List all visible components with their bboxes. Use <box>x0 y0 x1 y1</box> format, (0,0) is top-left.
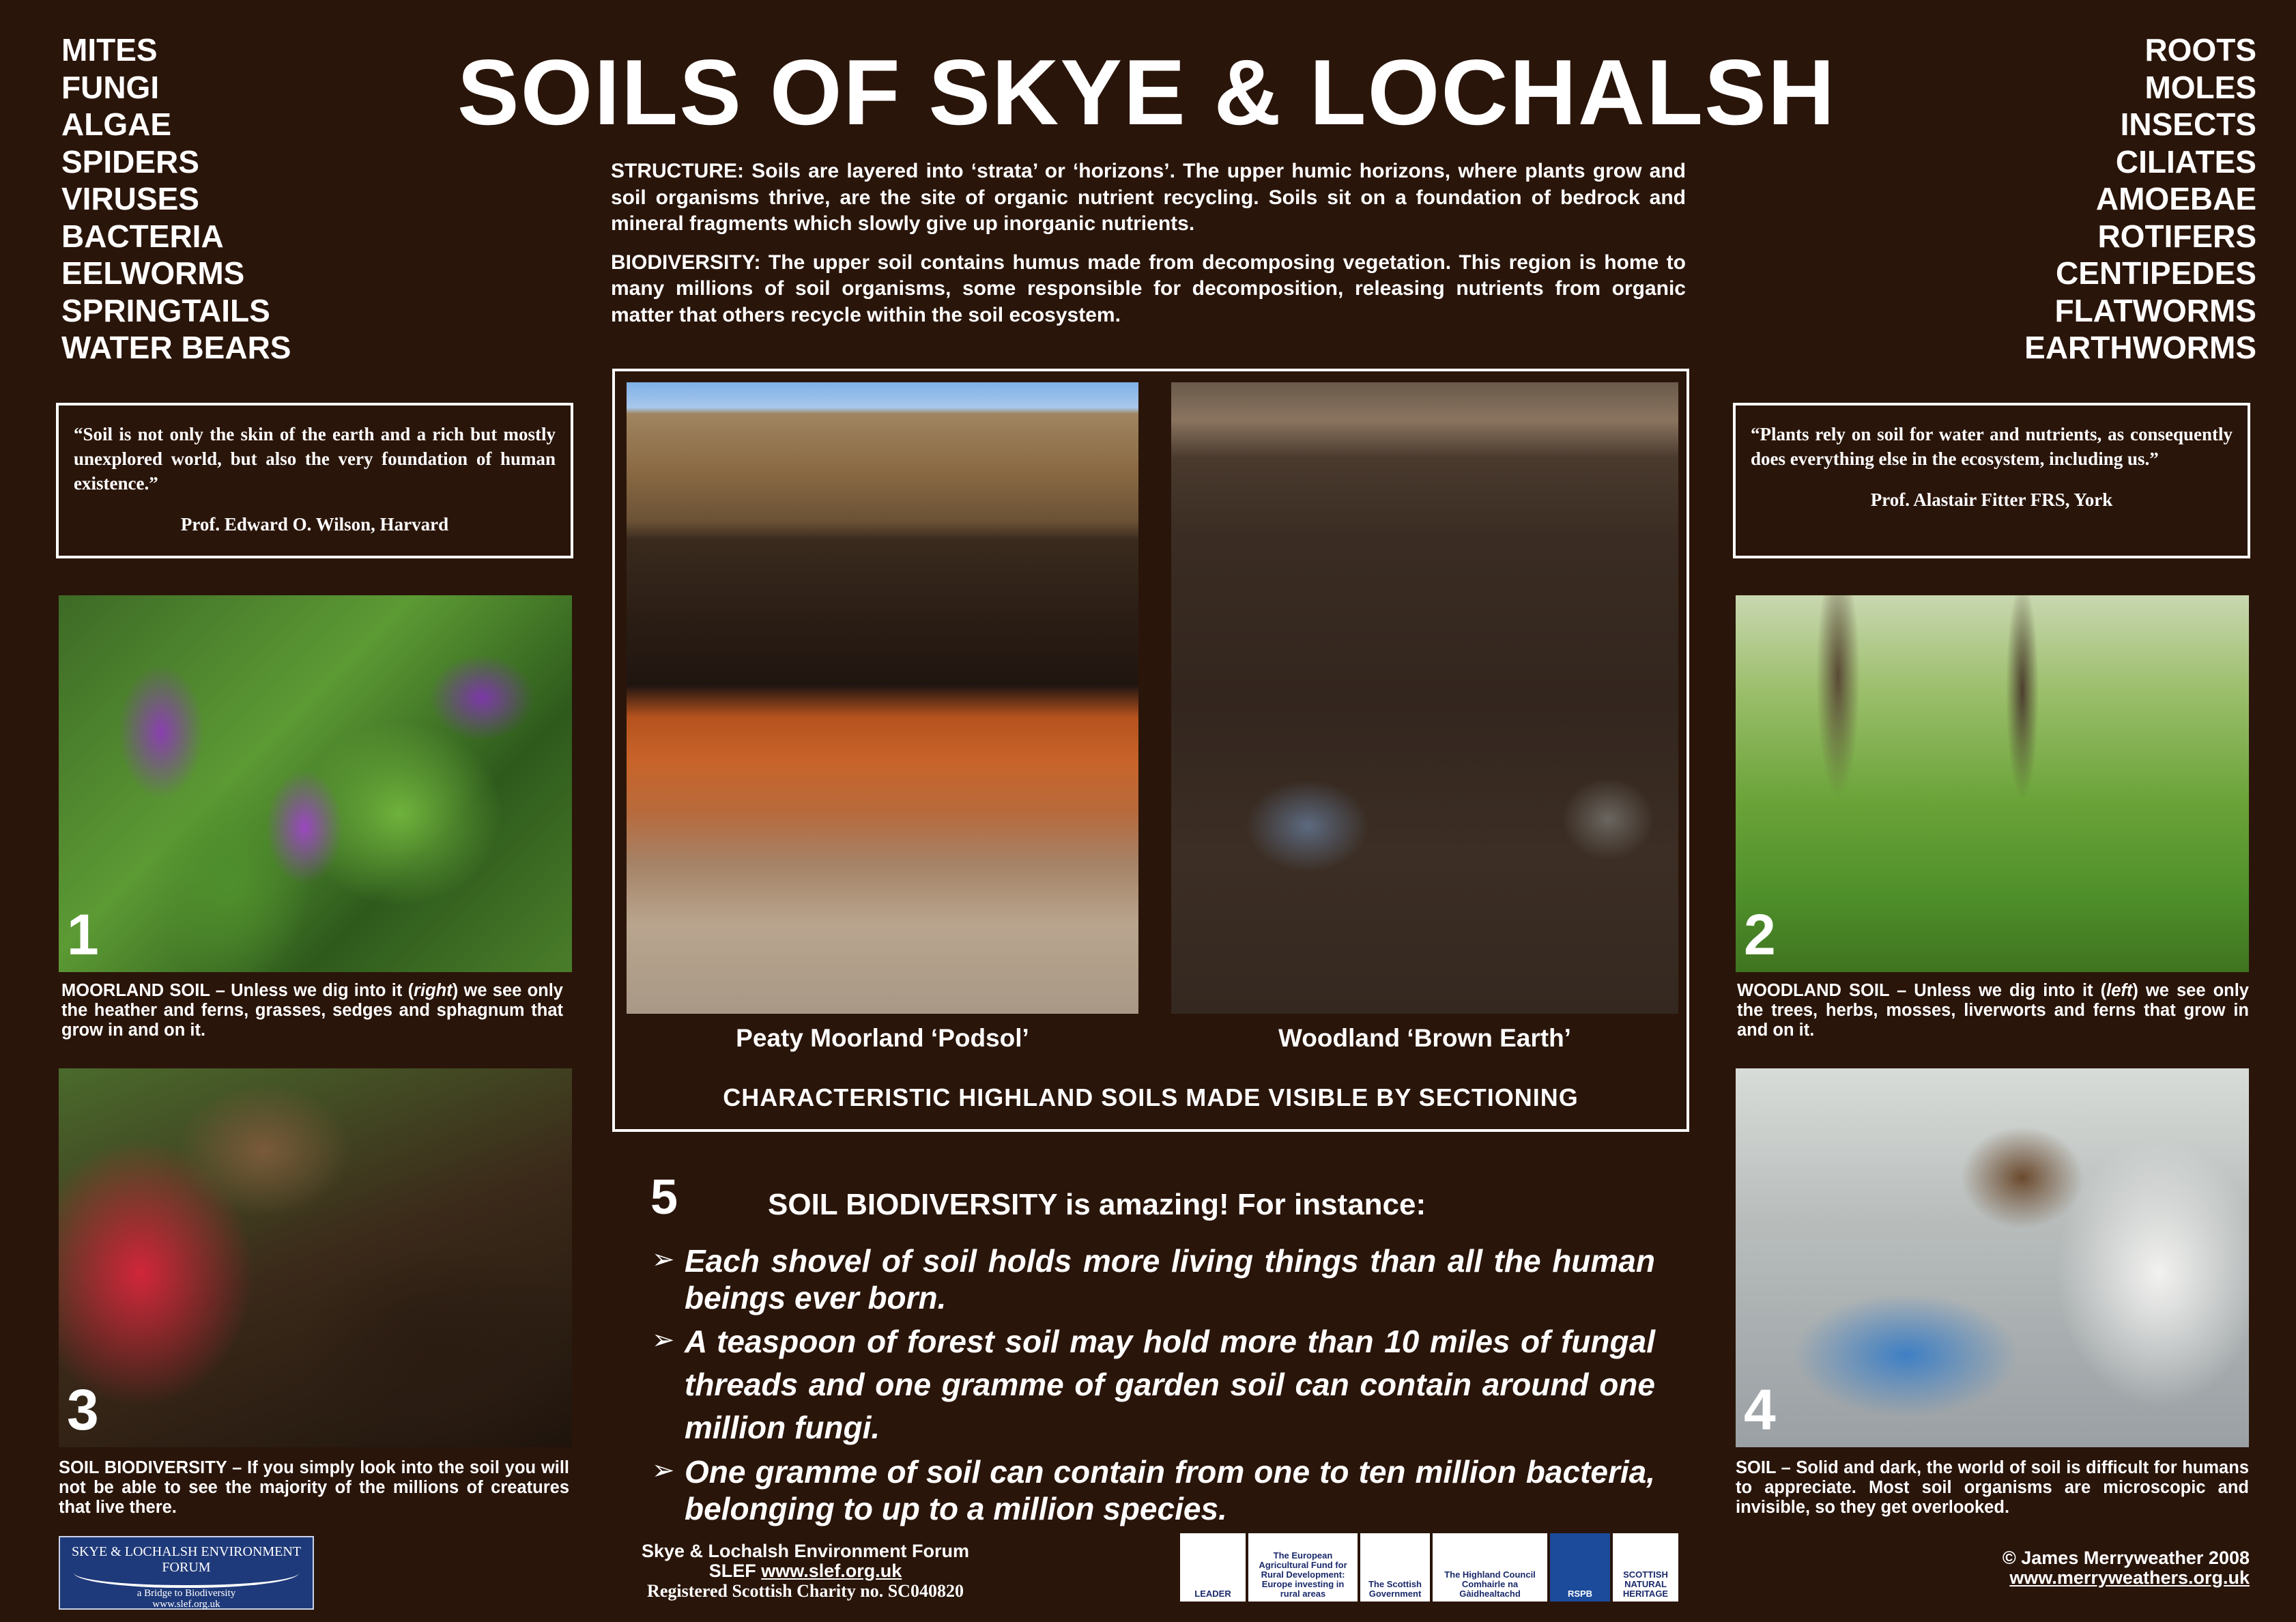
organism-item: ROOTS <box>2144 32 2256 68</box>
soil-biodiversity-caption: SOIL BIODIVERSITY – If you simply look into the soil you will not be able to see the majority of the millions of creatures that live there. <box>59 1458 569 1517</box>
organism-item: MITES <box>61 32 158 68</box>
org-url-line <box>601 1561 1010 1581</box>
caption-emphasis: left <box>2106 981 2133 1000</box>
organism-item: FUNGI <box>61 69 160 105</box>
logo-url: www.slef.org.uk <box>152 1599 220 1610</box>
author-website-link[interactable]: www.merryweathers.org.uk <box>2009 1567 2250 1588</box>
sponsor-logos <box>1180 1533 1678 1602</box>
caption-emphasis: right <box>414 981 453 1000</box>
podsol-label: Peaty Moorland ‘Podsol’ <box>736 1024 1029 1052</box>
organism-item: CENTIPEDES <box>2056 255 2256 291</box>
organisms-list-right <box>2024 31 2256 367</box>
soil-caption: SOIL – Solid and dark, the world of soil is difficult for humans to appreciate. Most soil organisms are microscopic and invisible, so they get overlooked. <box>1736 1458 2249 1517</box>
biodiversity-facts <box>652 1242 1655 1531</box>
arrow-bullet-icon: ➢ <box>652 1455 675 1485</box>
organism-item: WATER BEARS <box>61 330 291 365</box>
caption-text: ) we see only the heather and ferns, grasses, sedges and sphagnum that grow in and on it. <box>61 981 563 1040</box>
podsol-soil-photo <box>627 382 1138 1014</box>
soil-sections-caption: CHARACTERISTIC HIGHLAND SOILS MADE VISIBLE BY SECTIONING <box>723 1083 1579 1111</box>
slef-logo-title: SKYE & LOCHALSH ENVIRONMENT FORUM <box>71 1544 302 1575</box>
organism-item: FLATWORMS <box>2054 292 2256 328</box>
caption-text: MOORLAND SOIL – Unless we dig into it ( <box>61 981 414 1000</box>
org-name: Skye & Lochalsh Environment Forum <box>641 1541 970 1561</box>
organism-item: CILIATES <box>2115 143 2256 180</box>
microscope-photo <box>1736 1068 2249 1447</box>
highland-council-logo: The Highland Council Comhairle na Gàidhealtachd <box>1433 1533 1547 1602</box>
quote-text: “Soil is not only the skin of the earth and a rich but mostly unexplored world, but also the very foundation of human existence.” <box>74 424 556 494</box>
slef-logo <box>59 1536 314 1610</box>
quote-box-fitter <box>1733 403 2250 558</box>
org-abbrev: SLEF <box>708 1561 762 1581</box>
scottish-natural-heritage-logo: SCOTTISH NATURAL HERITAGE <box>1613 1533 1678 1602</box>
leader-logo: LEADER <box>1180 1533 1246 1602</box>
arrow-bullet-icon: ➢ <box>652 1244 675 1275</box>
organism-item: EARTHWORMS <box>2024 330 2256 365</box>
magnifier-photo <box>59 1068 572 1447</box>
caption-text: ) we see only the trees, herbs, mosses, liverworts and ferns that grow in and on it. <box>1737 981 2249 1040</box>
logo-tagline: a Bridge to Biodiversity <box>137 1588 236 1599</box>
slef-logo-tagline <box>60 1588 313 1610</box>
quote-author: Prof. Alastair Fitter FRS, York <box>1870 489 2113 510</box>
quote-box-wilson <box>56 403 573 558</box>
organism-item: SPRINGTAILS <box>61 292 270 328</box>
photo-number: 1 <box>67 902 99 967</box>
eu-agricultural-fund-logo: The European Agricultural Fund for Rural Development: Europe investing in rural areas <box>1248 1533 1358 1602</box>
organisms-list-left <box>61 31 291 367</box>
charity-number: Registered Scottish Charity no. SC040820 <box>647 1581 964 1601</box>
biodiversity-paragraph: BIODIVERSITY: The upper soil contains humus made from decomposing vegetation. This region is home to many millions of soil organisms, some responsible for decomposition, releasing nutrients from organic matter that others recycle within the soil ecosystem. <box>611 251 1686 326</box>
moorland-photo <box>59 595 572 972</box>
quote-text: “Plants rely on soil for water and nutrients, as consequently does everything else in the ecosystem, including us.” <box>1751 424 2233 469</box>
organism-item: AMOEBAE <box>2095 181 2256 216</box>
fact-item <box>652 1242 1655 1316</box>
scottish-government-logo: The Scottish Government <box>1360 1533 1430 1602</box>
woodland-caption <box>1737 981 2249 1040</box>
photo-number: 2 <box>1744 902 1776 967</box>
organism-item: BACTERIA <box>61 218 224 254</box>
poster-title: SOILS OF SKYE & LOCHALSH <box>457 40 1837 144</box>
photo-number: 4 <box>1744 1378 1776 1442</box>
fact-item <box>652 1320 1655 1449</box>
organism-item: VIRUSES <box>61 181 199 216</box>
quote-author: Prof. Edward O. Wilson, Harvard <box>180 514 449 535</box>
organism-item: SPIDERS <box>61 143 199 180</box>
structure-paragraph: STRUCTURE: Soils are layered into ‘strata’ or ‘horizons’. The upper humic horizons, where plants grow and soil organisms thrive, are the site of organic nutrient recycling. Soils sit on a foundation of bedrock and mineral fragments which slowly give up inorganic nutrients. <box>611 160 1686 235</box>
fact-text: A teaspoon of forest soil may hold more than 10 miles of fungal threads and one gramme of garden soil can contain around one million fungi. <box>685 1324 1655 1445</box>
fact-text: One gramme of soil can contain from one to ten million bacteria, belonging to up to a million species. <box>685 1454 1655 1526</box>
footer-org-info <box>601 1541 1010 1601</box>
slef-link[interactable]: www.slef.org.uk <box>761 1561 902 1581</box>
panel-number: 5 <box>650 1170 678 1225</box>
arrow-bullet-icon: ➢ <box>652 1325 675 1355</box>
woodland-photo <box>1736 595 2249 972</box>
organism-item: EELWORMS <box>61 255 245 291</box>
organism-item: ROTIFERS <box>2097 218 2256 254</box>
intro-text <box>611 158 1686 341</box>
rspb-logo: RSPB <box>1550 1533 1610 1602</box>
fact-text: Each shovel of soil holds more living things than all the human beings ever born. <box>685 1243 1655 1315</box>
organism-item: MOLES <box>2144 69 2256 105</box>
bridge-icon <box>74 1570 299 1588</box>
photo-number: 3 <box>67 1378 99 1442</box>
copyright: © James Merryweather 2008 <box>2002 1548 2250 1568</box>
brown-earth-soil-photo <box>1171 382 1678 1014</box>
caption-text: WOODLAND SOIL – Unless we dig into it ( <box>1737 981 2107 1000</box>
organism-item: INSECTS <box>2120 106 2256 142</box>
brown-earth-label: Woodland ‘Brown Earth’ <box>1278 1024 1571 1052</box>
organism-item: ALGAE <box>61 106 171 142</box>
fact-item <box>652 1453 1655 1527</box>
biodiversity-heading: SOIL BIODIVERSITY is amazing! For instance: <box>768 1188 1426 1221</box>
copyright-block <box>2003 1548 2250 1588</box>
moorland-caption <box>61 981 563 1040</box>
